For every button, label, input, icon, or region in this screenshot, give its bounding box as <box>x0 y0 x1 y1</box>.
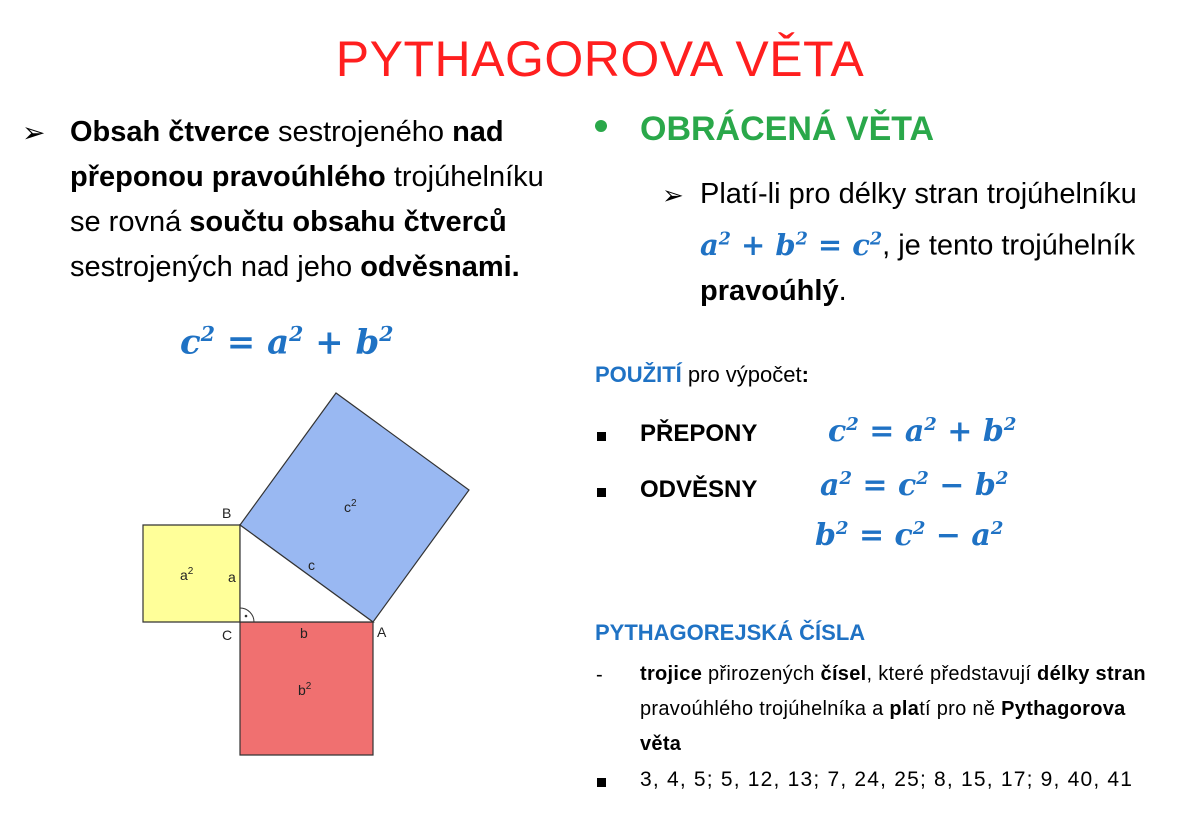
leg-a-formula: $a^2 = c^2 - b^2$ <box>820 468 1009 503</box>
converse-heading: OBRÁCENÁ VĚTA <box>640 110 935 148</box>
c-square-label: $c^2$ <box>344 498 357 515</box>
segment: čísel <box>820 663 867 685</box>
side-a-label: a <box>228 569 236 585</box>
segment: trojice <box>640 663 703 685</box>
b-square-label: $b^2$ <box>298 681 312 698</box>
segment: nad přeponou pravoúhlého <box>70 116 504 193</box>
converse-statement: Platí-li pro délky stran trojúhelníku $a^2 + b^2 = c^2$, je tento trojúhelník pravoúhlý. <box>700 178 1137 307</box>
theorem-statement <box>70 110 565 290</box>
side-b-label: b <box>300 625 308 641</box>
segment: přirozených <box>702 663 821 685</box>
arrow-bullet-icon: ➢ <box>662 180 684 210</box>
hypotenuse-formula: $c^2 = a^2 + b^2$ <box>828 414 1017 449</box>
square-bullet-icon <box>597 432 606 441</box>
main-formula: $c^2 = a^2 + b^2$ <box>180 322 394 363</box>
segment: pravoúhlého trojúhelníka a <box>640 698 890 720</box>
segment: součtu obsahu čtverců <box>189 206 507 238</box>
usage-heading: POUŽITÍ pro výpočet: <box>595 362 809 387</box>
segment: , které představují <box>866 663 1038 685</box>
pythagoras-diagram <box>130 390 480 760</box>
hypotenuse-label: PŘEPONY <box>640 420 758 447</box>
segment: sestrojených nad jeho <box>70 251 361 283</box>
leg-b-formula: $b^2 = c^2 - a^2$ <box>815 518 1004 553</box>
segment: tí pro ně <box>919 698 1002 720</box>
pythagorean-triples-heading: PYTHAGOREJSKÁ ČÍSLA <box>595 620 866 645</box>
vertex-c-label: C <box>222 627 233 643</box>
legs-label: ODVĚSNY <box>640 476 758 503</box>
segment: sestrojeného <box>269 116 453 148</box>
right-angle-dot <box>245 615 248 618</box>
segment: trojúhelníku se rovná <box>70 161 544 238</box>
pythagorean-triples-description <box>640 657 1170 762</box>
page-title: PYTHAGOROVA VĚTA <box>335 31 865 87</box>
square-bullet-icon <box>597 778 606 787</box>
vertex-b-label: B <box>222 505 232 521</box>
arrow-bullet-icon: ➢ <box>22 117 46 148</box>
segment: Pythagorova věta <box>640 698 1126 755</box>
side-c-label: c <box>308 557 315 573</box>
segment: pla <box>889 698 920 720</box>
segment: odvěsnami. <box>360 251 520 283</box>
square-bullet-icon <box>597 488 606 497</box>
round-bullet-icon <box>595 120 607 132</box>
dash-bullet: - <box>596 664 603 686</box>
pythagorean-triples-list: 3, 4, 5; 5, 12, 13; 7, 24, 25; 8, 15, 17; 9, 40, 41 <box>640 768 1134 791</box>
segment: délky stran <box>1037 663 1146 685</box>
segment: Obsah čtverce <box>70 116 270 148</box>
vertex-a-label: A <box>377 624 387 640</box>
a-square-label: $a^2$ <box>180 566 194 583</box>
